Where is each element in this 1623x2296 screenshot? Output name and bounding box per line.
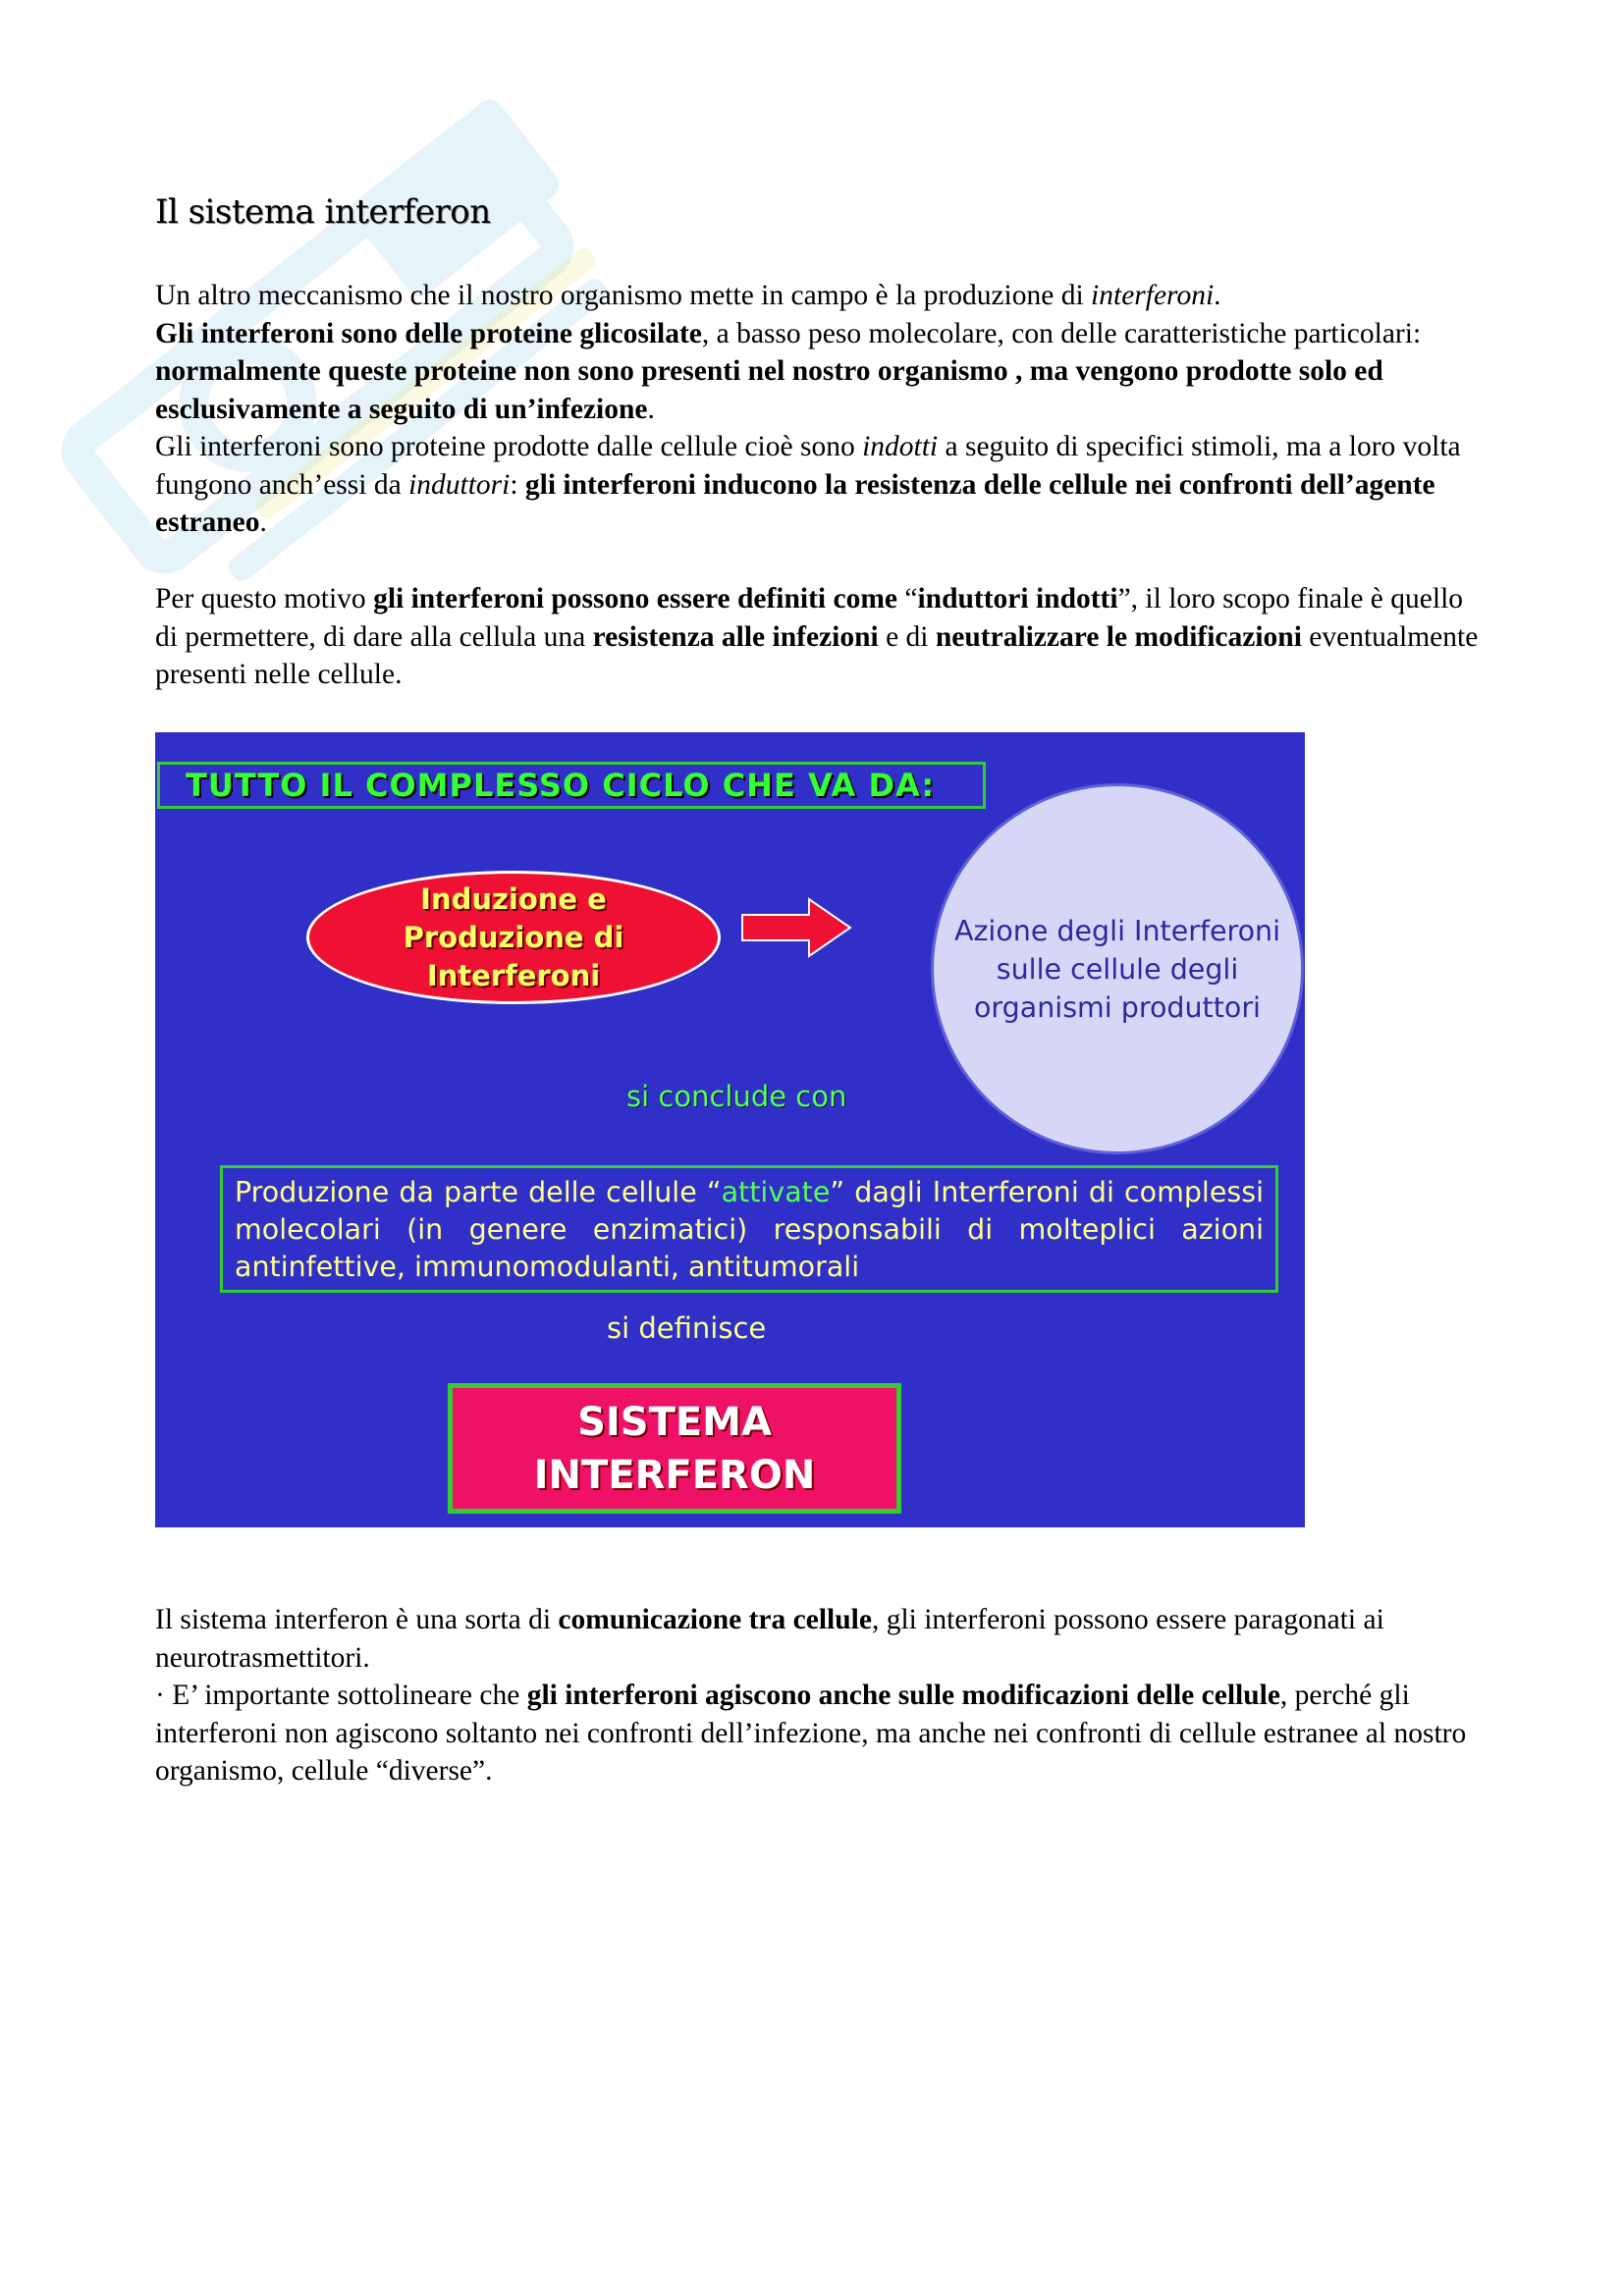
interferon-slide-figure [155, 732, 1305, 1527]
conclude-label: si conclude con [626, 1080, 847, 1113]
motivo-paragraph: Per questo motivo gli interferoni possono essere definiti come “induttori indotti”, il loro scopo finale è quello di permettere, di dare alla cellula una resistenza alle infezioni e di neutralizzare le modificazioni eventualmente presenti nelle cellule. [155, 583, 1479, 690]
sistema-interferon-box [448, 1383, 901, 1514]
defines-label: si definisce [607, 1311, 767, 1345]
action-circle [931, 783, 1304, 1154]
slide-header: TUTTO IL COMPLESSO CICLO CHE VA DA: [157, 762, 986, 809]
induction-label: Induzione e Produzione di Interferoni [403, 881, 624, 992]
right-arrow-icon [738, 893, 856, 962]
action-label: Azione degli Interferoni sulle cellule degli organismi produttori [953, 914, 1281, 1024]
sistema-label: SISTEMA INTERFERON [533, 1399, 816, 1498]
induction-ellipse [306, 871, 721, 1004]
intro-paragraph: Un altro meccanismo che il nostro organismo mette in campo è la produzione di interferoni. Gli interferoni sono delle proteine glicosilate, a basso peso molecolare, con delle caratteristiche particolari: normalmente queste proteine non sono presenti nel nostro organismo , ma vengono prodotte solo ed esclusivamente a seguito di un’infezione. Gli interferoni sono proteine prodotte dalle cellule cioè sono indotti a seguito di specifici stimoli, ma a loro volta fungono anch’essi da induttori: gli interferoni inducono la resistenza delle cellule nei confronti dell’agente estraneo. [155, 280, 1461, 538]
production-box: Produzione da parte delle cellule “attivate” dagli Interferoni di complessi molecolari (in genere enzimatici) responsabili di molteplici azioni antinfettive, immunomodulanti, antitumorali [220, 1165, 1278, 1293]
page-title: Il sistema interferon [155, 192, 491, 232]
closing-paragraph: Il sistema interferon è una sorta di comunicazione tra cellule, gli interferoni possono essere paragonati ai neurotrasmettitori. · E’ importante sottolineare che gli interferoni agiscono anche sulle modificazioni delle cellule, perché gli interferoni non agiscono soltanto nei confronti dell’infezione, ma anche nei confronti di cellule estranee al nostro organismo, cellule “diverse”. [155, 1604, 1467, 1787]
